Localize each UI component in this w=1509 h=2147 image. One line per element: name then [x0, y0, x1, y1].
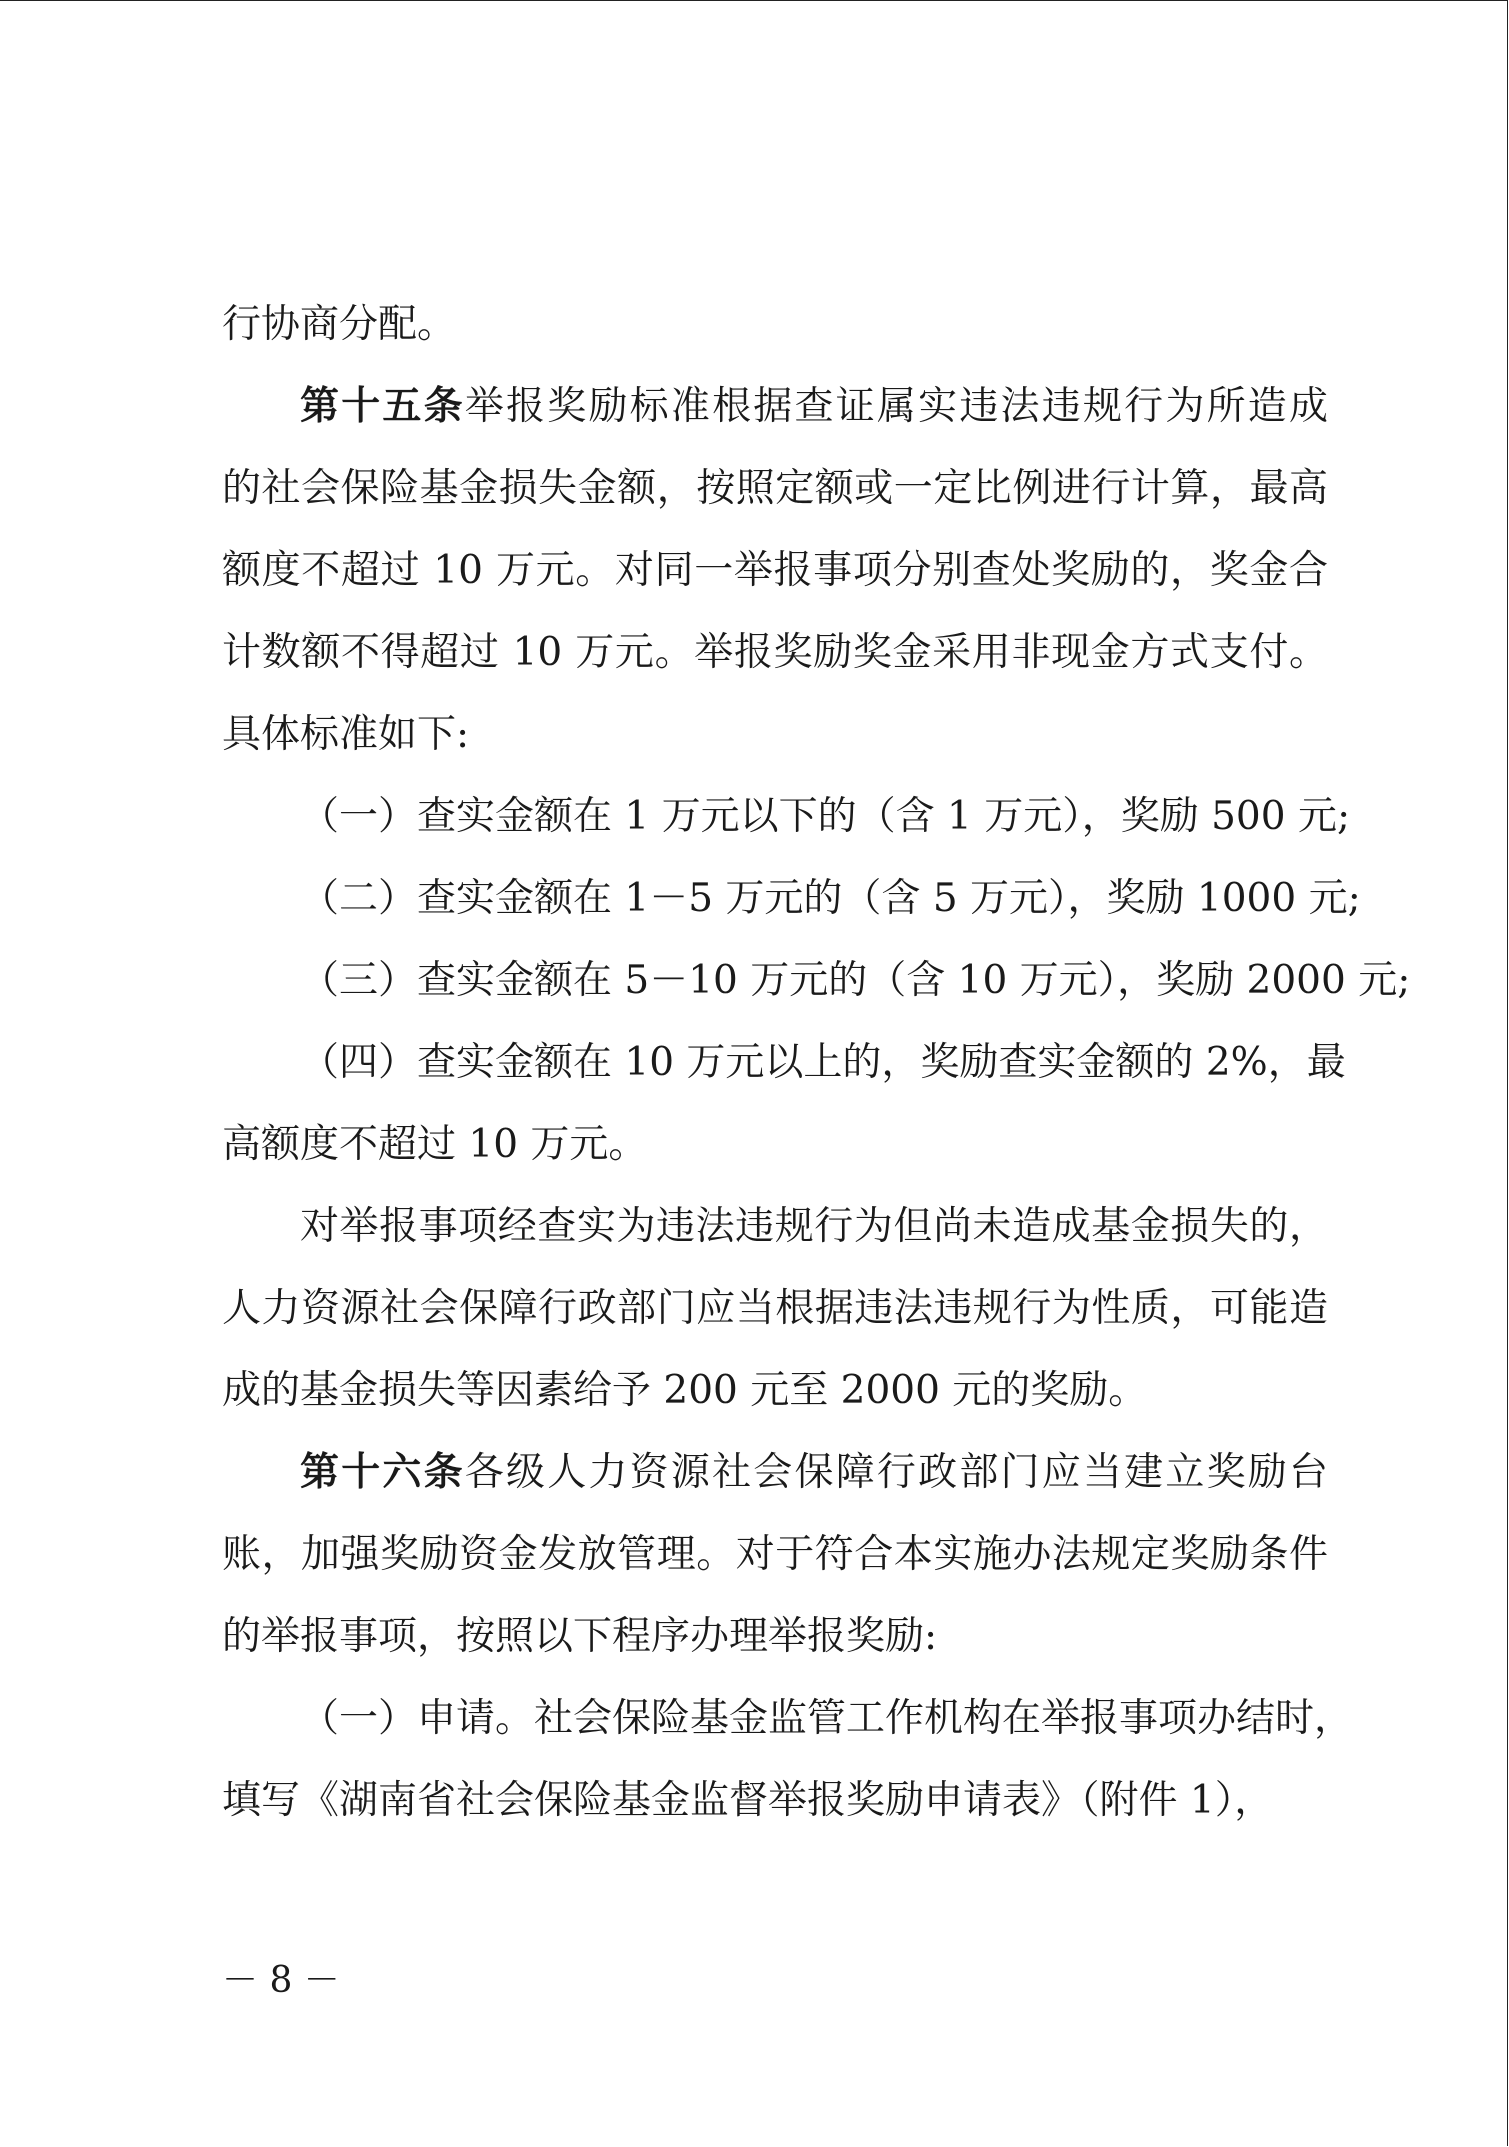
page-number: － 8 － [222, 1960, 340, 2001]
article-15-extra-1: 对举报事项经查实为违法违规行为但尚未造成基金损失的， [300, 1204, 1328, 1249]
article-15-item-4: （四）查实金额在 10 万元以上的，奖励查实金额的 2%，最 [300, 1040, 1346, 1085]
article-15-item-4-continuation: 高额度不超过 10 万元。 [222, 1122, 648, 1167]
article-16-heading: 第十六条 [300, 1450, 465, 1495]
article-15-item-2: （二）查实金额在 1－5 万元的（含 5 万元），奖励 1000 元; [300, 876, 1361, 921]
article-15-item-1: （一）查实金额在 1 万元以下的（含 1 万元），奖励 500 元; [300, 794, 1351, 839]
article-16-item-1: （一）申请。社会保险基金监管工作机构在举报事项办结时， [300, 1696, 1354, 1741]
article-16-text-3: 的举报事项，按照以下程序办理举报奖励: [222, 1614, 938, 1659]
paragraph-continuation: 行协商分配。 [222, 302, 457, 347]
article-16-text-2: 账，加强奖励资金发放管理。对于符合本实施办法规定奖励条件 [222, 1532, 1328, 1577]
article-15-text-2: 的社会保险基金损失金额，按照定额或一定比例进行计算，最高 [222, 466, 1328, 511]
article-15-first-line [300, 377, 1328, 437]
article-16-text-1: 各级人力资源社会保障行政部门应当建立奖励台 [464, 1450, 1328, 1495]
article-15-text-5: 具体标准如下: [222, 712, 470, 757]
article-15-extra-3: 成的基金损失等因素给予 200 元至 2000 元的奖励。 [222, 1368, 1148, 1413]
article-16-item-1-continuation: 填写《湖南省社会保险基金监督举报奖励申请表》（附件 1）， [222, 1778, 1274, 1823]
article-15-text-3: 额度不超过 10 万元。对同一举报事项分别查处奖励的，奖金合 [222, 548, 1328, 593]
article-15-extra-2: 人力资源社会保障行政部门应当根据违法违规行为性质，可能造 [222, 1286, 1328, 1331]
article-16-first-line [300, 1443, 1328, 1503]
article-15-text-1: 举报奖励标准根据查证属实违法违规行为所造成 [464, 384, 1328, 429]
article-15-text-4: 计数额不得超过 10 万元。举报奖励奖金采用非现金方式支付。 [222, 630, 1328, 675]
article-15-heading: 第十五条 [300, 384, 465, 429]
article-15-item-3: （三）查实金额在 5－10 万元的（含 10 万元），奖励 2000 元; [300, 958, 1411, 1003]
